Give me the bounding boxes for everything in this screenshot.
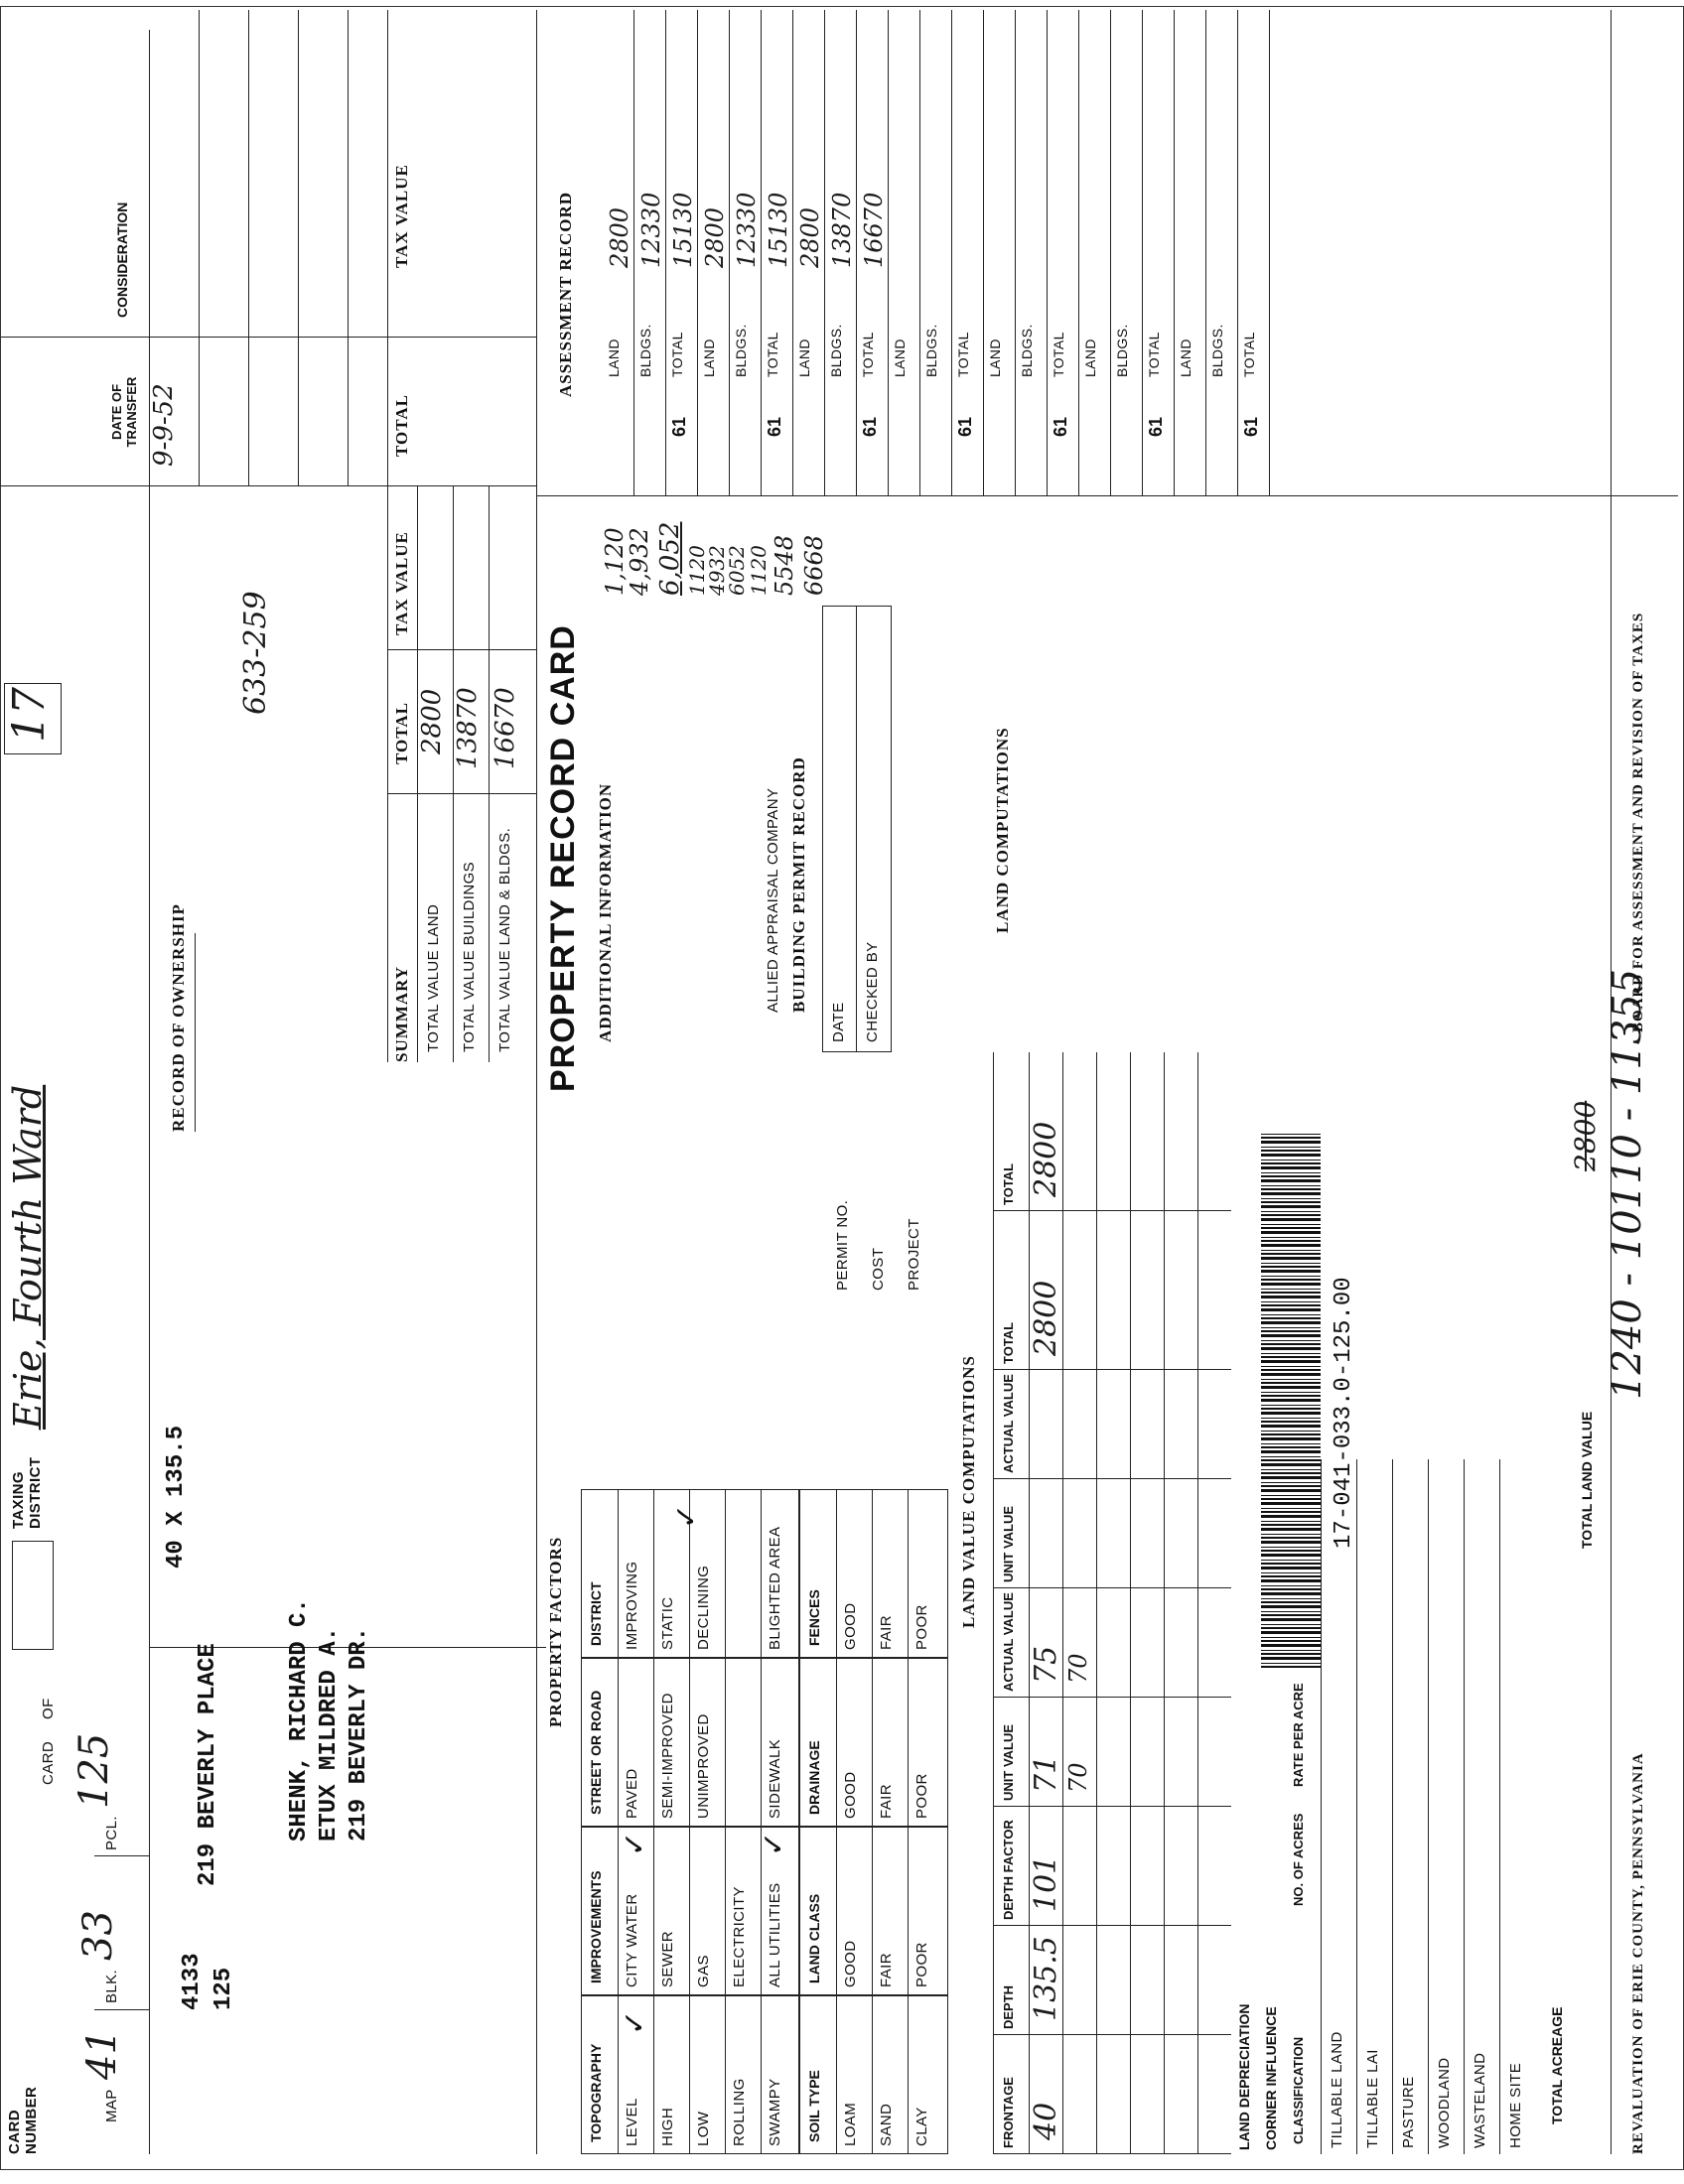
assessment-label: LAND [987,339,1003,377]
factor-item: SAND [878,2103,895,2146]
summary-total-header: TOTAL [392,702,411,764]
ownership-title: RECORD OF OWNERSHIP [169,903,188,1132]
assessment-label: TOTAL [860,332,876,377]
total-acreage-label: TOTAL ACREAGE [1549,2006,1565,2124]
land-value-header: ACTUAL VALUE [1001,1374,1016,1473]
permit-date-label: DATE [830,1002,847,1042]
factor-item: SWAMPY [767,2078,783,2146]
factor-header: IMPROVEMENTS [588,1870,604,1983]
cost-label: COST [870,1247,887,1291]
factor-header: FENCES [806,1589,822,1646]
assessment-year: 61 [955,416,975,437]
acre-class: PASTURE [1400,2076,1417,2148]
add-info-4: 1120 [685,545,709,596]
assessment-label: BLDGS. [637,324,653,377]
acre-header: NO. OF ACRES [1291,1813,1306,1906]
summary-row-buildings: TOTAL VALUE BUILDINGS [461,861,478,1052]
land-value-header: TOTAL [1001,1321,1016,1364]
factor-item: PAVED [624,1768,640,1819]
land-value-header: UNIT VALUE [1001,1505,1016,1582]
checked-by-label: CHECKED BY [864,941,881,1042]
factor-item: LOW [695,2111,712,2146]
factor-item: LEVEL [624,2098,640,2146]
land-value-cell: 75 [1029,1645,1063,1684]
acre-class: WASTELAND [1472,2052,1488,2148]
summary-val-total: 16670 [491,687,520,769]
card-no-box-value: 17 [4,687,55,743]
assessment-value: 16670 [860,192,888,268]
date-of-transfer-header: DATE OF TRANSFER [109,376,139,448]
land-value-header: ACTUAL VALUE [1001,1592,1016,1692]
factor-header: DRAINAGE [806,1740,822,1815]
assessment-year: 61 [1146,416,1166,437]
assessment-value: 12330 [733,192,761,268]
transfer-date: 9-9-52 [149,383,179,467]
assessment-year: 61 [860,416,880,437]
add-info-2: 4,932 [626,527,653,596]
summary-tax-header: TAX VALUE [392,531,411,635]
acre-header: RATE PER ACRE [1291,1683,1306,1787]
taxing-district-label: TAXING DISTRICT [10,1456,44,1529]
assessment-label: LAND [1178,339,1193,377]
property-dimensions: 40 X 135.5 [163,1425,190,1569]
taxing-district-value: Erie, Fourth Ward [6,1084,50,1430]
acre-class: TILLABLE LAI [1364,2049,1381,2148]
assessment-label: BLDGS. [828,324,844,377]
assessment-label: BLDGS. [1019,324,1035,377]
land-value-cell: 2800 [1029,1121,1063,1197]
land-value-cell: 101 [1029,1854,1063,1912]
assessment-label: TOTAL [1146,332,1162,377]
add-info-6: 6052 [725,545,749,596]
card-number-label: CARD NUMBER [6,2086,40,2154]
add-info-8: 5548 [771,534,798,596]
land-value-header: DEPTH FACTOR [1001,1820,1016,1920]
factor-item: ELECTRICITY [731,1886,748,1987]
assessment-year: 61 [1051,416,1070,437]
footer-left: REVALUATION OF ERIE COUNTY, PENNSYLVANIA [1630,1752,1646,2154]
factor-item: GOOD [842,1602,859,1650]
total-land-value-label: TOTAL LAND VALUE [1579,1411,1595,1549]
check-mark: ✓ [669,1503,704,1529]
factor-item: CLAY [913,2107,930,2146]
factor-item: LOAM [842,2102,859,2146]
owner-line-2: ETUX MILDRED A. [316,1626,343,1842]
assessment-value: 2800 [606,206,633,268]
factor-item: POOR [913,1942,930,1987]
assessment-title: ASSESSMENT RECORD [556,191,575,397]
factor-item: UNIMPROVED [695,1713,712,1819]
land-value-title: LAND VALUE COMPUTATIONS [959,1355,978,1628]
footer-handwritten: 1240 - 10110 - 11355 [1605,968,1650,1400]
acre-class: HOME SITE [1507,2062,1524,2148]
land-value-cell: 135.5 [1029,1936,1063,2021]
land-value-cell: 40 [1029,2102,1063,2140]
additional-info-title: ADDITIONAL INFORMATION [596,782,615,1042]
factor-item: GOOD [842,1940,859,1987]
summary-row-total: TOTAL VALUE LAND & BLDGS. [496,827,513,1052]
assessment-label: LAND [701,339,717,377]
property-address: 219 BEVERLY PLACE [195,1643,221,1886]
project-label: PROJECT [906,1218,922,1291]
blk-label: BLK. [103,1969,120,2003]
acre-class: TILLABLE LAND [1329,2031,1345,2148]
factor-item: CITY WATER [624,1893,640,1987]
assessment-value: 12330 [637,192,665,268]
factor-item: SEMI-IMPROVED [659,1693,676,1819]
card-label: CARD [40,1740,57,1785]
assessment-label: BLDGS. [733,324,749,377]
land-value-cell: 70 [1064,1762,1092,1793]
total-land-value-amount: 2800 [1569,1100,1602,1171]
factor-item: SEWER [659,1930,676,1987]
summary-tax-header-2: TAX VALUE [392,164,411,268]
add-info-5: 4932 [705,545,729,596]
blk-value: 33 [75,1910,121,1961]
summary-title: SUMMARY [392,965,411,1062]
assessment-label: LAND [606,339,622,377]
factor-item: POOR [913,1773,930,1819]
assessment-value: 13870 [828,192,856,268]
corner-influence-label: CORNER INFLUENCE [1263,2006,1279,2150]
deed-reference: 633-259 [238,591,273,715]
assessment-value: 15130 [669,192,697,268]
appraisal-company: ALLIED APPRAISAL COMPANY [765,787,781,1013]
factor-item: FAIR [878,1615,895,1650]
land-value-cell: 71 [1029,1754,1063,1793]
map-label: MAP [103,2089,120,2122]
factor-item: IMPROVING [624,1561,640,1650]
factor-header: STREET OR ROAD [588,1690,604,1815]
factor-item: FAIR [878,1953,895,1987]
land-value-header: FRONTAGE [1001,2077,1016,2148]
summary-val-buildings: 13870 [453,687,483,769]
factor-item: HIGH [659,2107,676,2146]
assessment-label: LAND [1082,339,1098,377]
factor-header: TOPOGRAPHY [588,2043,604,2142]
land-value-header: DEPTH [1001,1984,1016,2029]
building-permit-title: BUILDING PERMIT RECORD [789,756,808,1013]
assessment-label: BLDGS. [1209,324,1225,377]
check-mark: ✓ [618,1831,652,1856]
factor-item: GAS [695,1955,712,1987]
assessment-label: TOTAL [955,332,971,377]
property-factors-title: PROPERTY FACTORS [546,1536,565,1727]
factor-item: POOR [913,1604,930,1650]
add-info-7: 1120 [747,545,771,596]
factor-header: DISTRICT [588,1581,604,1646]
assessment-label: TOTAL [669,332,685,377]
land-value-cell: 2800 [1029,1280,1063,1356]
check-mark: ✓ [757,1831,791,1856]
assessment-label: LAND [796,339,812,377]
factor-header: SOIL TYPE [806,2070,822,2142]
summary-val-land: 2800 [417,688,447,754]
assessment-label: TOTAL [1241,332,1257,377]
assessment-label: BLDGS. [923,324,939,377]
of-label: OF [40,1698,57,1719]
land-computations-title: LAND COMPUTATIONS [993,727,1012,933]
stamp-number: 4133 [179,1953,206,2010]
assessment-label: TOTAL [765,332,780,377]
land-value-header: TOTAL [1001,1162,1016,1205]
assessment-year: 61 [1241,416,1261,437]
permit-no-label: PERMIT NO. [834,1199,851,1291]
add-info-1: 1,120 [601,527,629,596]
assessment-label: TOTAL [1051,332,1066,377]
summary-row-land: TOTAL VALUE LAND [425,903,442,1052]
factor-item: FAIR [878,1784,895,1819]
assessment-label: BLDGS. [1114,324,1130,377]
pcl-value: 125 [71,1732,117,1809]
assessment-year: 61 [669,416,689,437]
land-value-header: UNIT VALUE [1001,1723,1016,1801]
assessment-value: 15130 [765,192,792,268]
assessment-value: 2800 [796,206,824,268]
land-depreciation-label: LAND DEPRECIATION [1236,2003,1252,2150]
factor-item: DECLINING [695,1565,712,1650]
footer-right: BOARD FOR ASSESSMENT AND REVISION OF TAXES [1630,612,1646,1032]
factor-item: ROLLING [731,2078,748,2146]
check-mark: ✓ [618,2009,652,2035]
assessment-label: LAND [892,339,908,377]
acre-header: CLASSIFICATION [1291,2036,1306,2144]
factor-item: GOOD [842,1771,859,1819]
acre-class: WOODLAND [1436,2057,1453,2148]
owner-line-3: 219 BEVERLY DR. [346,1626,372,1842]
owner-line-1: SHENK, RICHARD C. [286,1598,313,1842]
stamp-number-2: 125 [210,1967,237,2010]
card-title: PROPERTY RECORD CARD [544,624,582,1092]
add-info-3: 6,052 [655,521,685,596]
land-value-cell: 70 [1064,1653,1092,1684]
add-info-9: 6668 [800,534,828,596]
summary-total-header-2: TOTAL [392,394,411,457]
assessment-value: 2800 [701,206,729,268]
factor-item: BLIGHTED AREA [767,1526,783,1650]
factor-item: STATIC [659,1596,676,1650]
parcel-code: 17-041-033.0-125.00 [1331,1277,1357,1549]
consideration-header: CONSIDERATION [114,202,130,318]
factor-item: ALL UTILITIES [767,1882,783,1987]
factor-header: LAND CLASS [806,1893,822,1983]
factor-item: SIDEWALK [767,1738,783,1819]
pcl-label: PCL. [103,1816,120,1850]
assessment-year: 61 [765,416,784,437]
map-value: 41 [79,2029,125,2080]
